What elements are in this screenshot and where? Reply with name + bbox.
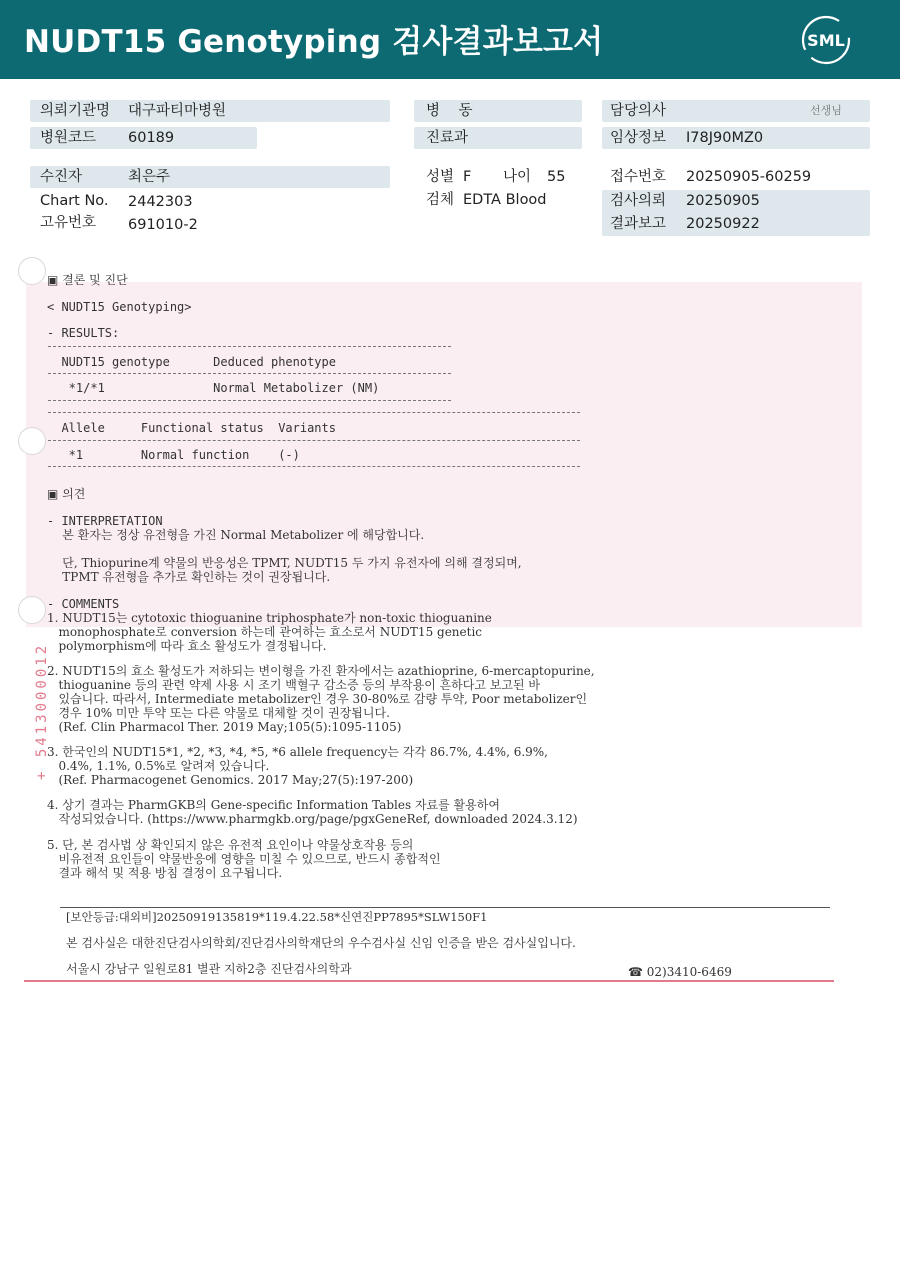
- patient-value: 최은주: [128, 169, 171, 185]
- report-value: 20250922: [686, 216, 760, 232]
- comment-line: (Ref. Pharmacogenet Genomics. 2017 May;27(5):197-200): [47, 773, 414, 787]
- comment-line: 비유전적 요인들이 약물반응에 영향을 미칠 수 있으므로, 반드시 종합적인: [47, 852, 441, 866]
- specimen-stamp: + 5413000012: [34, 642, 50, 780]
- punch-hole: [18, 427, 46, 455]
- report-title: NUDT15 Genotyping 검사결과보고서: [24, 24, 604, 60]
- clinical-label: 임상정보: [610, 130, 667, 146]
- comment-line: 3. 한국인의 NUDT15*1, *2, *3, *4, *5, *6 allele frequency는 각각 86.7%, 4.4%, 6.9%,: [47, 745, 548, 759]
- table-rule: [48, 466, 580, 467]
- chart-value: 2442303: [128, 194, 193, 210]
- reception-label: 접수번호: [610, 169, 667, 185]
- specimen-label: 검체: [426, 192, 455, 208]
- bottom-rule: [24, 980, 834, 982]
- comments-heading: - COMMENTS: [47, 597, 120, 611]
- interpretation-heading: - INTERPRETATION: [47, 514, 163, 528]
- patient-label: 수진자: [40, 169, 83, 185]
- inst-value: 대구파티마병원: [128, 103, 227, 119]
- table-rule: [48, 412, 580, 413]
- id-value: 691010-2: [128, 217, 198, 233]
- interpretation-line: 단, Thiopurine계 약물의 반응성은 TPMT, NUDT15 두 가지 유전자에 의해 결정되며,: [47, 556, 522, 570]
- table-rule: [48, 400, 451, 401]
- punch-hole: [18, 596, 46, 624]
- comment-line: thioguanine 등의 관련 약제 사용 시 조기 백혈구 감소증 등의 부작용이 흔하다고 보고된 바: [47, 678, 540, 692]
- punch-hole: [18, 257, 46, 285]
- comment-line: 결과 해석 및 적용 방침 결정이 요구됩니다.: [47, 866, 283, 880]
- dept-label: 진료과: [426, 130, 469, 146]
- reception-value: 20250905-60259: [686, 169, 812, 185]
- comment-line: (Ref. Clin Pharmacol Ther. 2019 May;105(5):1095-1105): [47, 720, 402, 734]
- footer-rule: [60, 907, 830, 908]
- age-label: 나이: [503, 169, 532, 185]
- doctor-suffix: 선생님: [810, 104, 842, 117]
- age-value: 55: [547, 169, 566, 185]
- comment-line: 작성되었습니다. (https://www.pharmgkb.org/page/pgxGeneRef, downloaded 2024.3.12): [47, 812, 578, 826]
- results-heading: - RESULTS:: [47, 326, 120, 340]
- sex-label: 성별: [426, 169, 455, 185]
- sex-value: F: [463, 169, 472, 185]
- comment-line: 0.4%, 1.1%, 0.5%로 알려져 있습니다.: [47, 759, 270, 773]
- code-label: 병원코드: [40, 130, 97, 146]
- security-line: [보안등급:대외비]20250919135819*119.4.22.58*신연진PP7895*SLW150F1: [66, 910, 488, 924]
- certification-line: 본 검사실은 대한진단검사의학회/진단검사의학재단의 우수검사실 신임 인증을 받은 검사실입니다.: [66, 936, 576, 950]
- section-conclusion: ▣ 결론 및 진단: [47, 273, 128, 287]
- table-rule: [48, 440, 580, 441]
- chart-label: Chart No.: [40, 193, 109, 209]
- allele-table-row: *1 Normal function (-): [47, 448, 300, 462]
- interpretation-line: TPMT 유전형을 추가로 확인하는 것이 권장됩니다.: [47, 570, 331, 584]
- comment-line: 4. 상기 결과는 PharmGKB의 Gene-specific Information Tables 자료를 활용하여: [47, 798, 500, 812]
- section-opinion: ▣ 의견: [47, 487, 86, 501]
- genotype-table-header: NUDT15 genotype Deduced phenotype: [47, 355, 336, 369]
- comment-line: 있습니다. 따라서, Intermediate metabolizer인 경우 30-80%로 감량 투약, Poor metabolizer인: [47, 692, 588, 706]
- id-label: 고유번호: [40, 215, 97, 231]
- clinical-value: I78J90MZ0: [686, 130, 764, 146]
- ward-label: 병 동: [426, 103, 473, 119]
- comment-line: polymorphism에 따라 효소 활성도가 결정됩니다.: [47, 639, 327, 653]
- request-value: 20250905: [686, 193, 760, 209]
- interpretation-line: 본 환자는 정상 유전형을 가진 Normal Metabolizer 에 해당합니다.: [47, 528, 425, 542]
- comment-line: 2. NUDT15의 효소 활성도가 저하되는 변이형을 가진 환자에서는 azathioprine, 6-mercaptopurine,: [47, 664, 595, 678]
- allele-table-header: Allele Functional status Variants: [47, 421, 336, 435]
- doctor-label: 담당의사: [610, 103, 667, 119]
- lab-address: 서울시 강남구 일원로81 별관 지하2층 진단검사의학과: [66, 962, 352, 976]
- inst-label: 의뢰기관명: [40, 103, 111, 119]
- code-value: 60189: [128, 130, 175, 146]
- sml-logo: [800, 14, 852, 66]
- table-rule: [48, 373, 451, 374]
- patient-bar: [30, 166, 390, 188]
- report-label: 결과보고: [610, 216, 667, 232]
- comment-line: 1. NUDT15는 cytotoxic thioguanine triphosphate가 non-toxic thioguanine: [47, 611, 492, 625]
- comment-line: monophosphate로 conversion 하는데 관여하는 효소로서 NUDT15 genetic: [47, 625, 483, 639]
- genotype-table-row: *1/*1 Normal Metabolizer (NM): [47, 381, 380, 395]
- comment-line: 경우 10% 미만 투약 또는 다른 약물로 대체할 것이 권장됩니다.: [47, 706, 390, 720]
- logo-text: SML: [807, 31, 845, 50]
- request-label: 검사의뢰: [610, 193, 667, 209]
- comment-line: 5. 단, 본 검사법 상 확인되지 않은 유전적 요인이나 약물상호작용 등의: [47, 838, 414, 852]
- test-name: < NUDT15 Genotyping>: [47, 300, 192, 314]
- report-header: [0, 0, 900, 79]
- table-rule: [48, 346, 451, 347]
- lab-phone: ☎ 02)3410-6469: [628, 965, 732, 979]
- specimen-value: EDTA Blood: [463, 192, 547, 208]
